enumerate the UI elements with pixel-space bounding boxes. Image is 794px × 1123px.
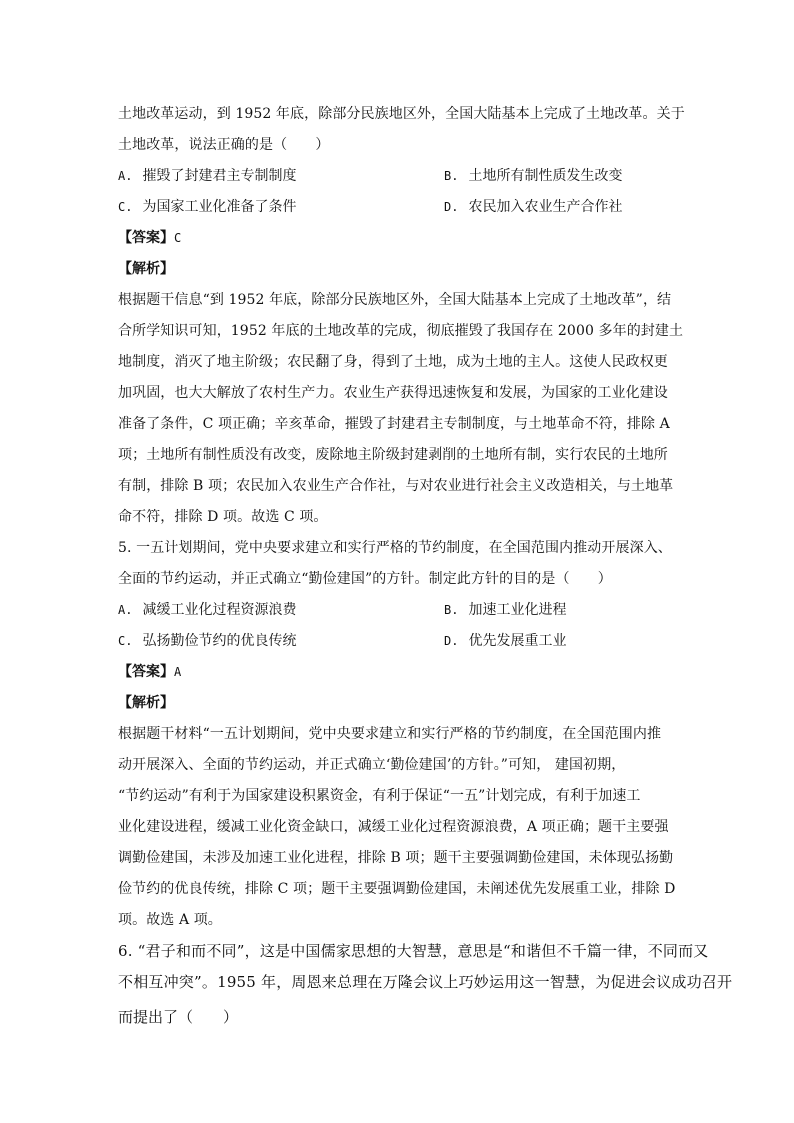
analysis-line: 准备了条件，C 项正确；辛亥革命，摧毁了封建君主专制制度，与土地革命不符，排除 A bbox=[118, 416, 670, 432]
analysis-line: 合所学知识可知，1952 年底的土地改革的完成，彻底摧毁了我国存在 2000 多年的封建土 bbox=[118, 323, 684, 339]
analysis-line: 有制，排除 B 项；农民加入农业生产合作社，与对农业进行社会主义改造相关，与土地革 bbox=[118, 478, 674, 494]
question-4-options-row-2 bbox=[118, 192, 678, 223]
question-stem-line: 全面的节约运动，并正式确立“勤俭建国”的方针。制定此方针的目的是（ ） bbox=[118, 571, 612, 587]
question-5-options-row-2 bbox=[118, 626, 678, 657]
option-letter: C. bbox=[118, 200, 133, 214]
analysis-line: 项；土地所有制性质没有改变，废除地主阶级封建剥削的土地所有制，实行农民的土地所 bbox=[118, 447, 668, 463]
question-stem-line: 而提出了（ ） bbox=[118, 1008, 239, 1026]
question-5-options-row-1 bbox=[118, 595, 678, 626]
option-a[interactable] bbox=[118, 595, 296, 626]
document-content bbox=[118, 99, 733, 1033]
option-c[interactable] bbox=[118, 626, 296, 657]
option-text: 弘扬勤俭节约的优良传统 bbox=[142, 633, 297, 649]
analysis-line: 项。故选 A 项。 bbox=[118, 912, 222, 928]
option-letter: B. bbox=[444, 603, 459, 617]
analysis-line: 根据题干信息“到 1952 年底，除部分民族地区外，全国大陆基本上完成了土地改革”，结 bbox=[118, 292, 672, 308]
analysis-line: 俭节约的优良传统，排除 C 项；题干主要强调勤俭建国，未阐述优先发展重工业，排除 D bbox=[118, 881, 676, 897]
question-4-analysis bbox=[118, 285, 684, 533]
option-letter: C. bbox=[118, 634, 133, 648]
option-text: 为国家工业化准备了条件 bbox=[142, 199, 297, 215]
option-text: 加速工业化进程 bbox=[468, 602, 567, 618]
question-stem-line: 土地改革，说法正确的是（ ） bbox=[118, 137, 330, 153]
question-stem-line: 土地改革运动，到 1952 年底，除部分民族地区外，全国大陆基本上完成了土地改革。关于 bbox=[118, 106, 685, 122]
question-4-answer bbox=[118, 223, 678, 254]
question-5-stem bbox=[118, 533, 678, 595]
question-5-answer bbox=[118, 657, 678, 688]
question-4-stem bbox=[118, 99, 685, 161]
answer-tag: 【答案】 bbox=[118, 230, 174, 246]
question-5-analysis-heading bbox=[118, 688, 678, 719]
analysis-line: 加巩固，也大大解放了农村生产力。农业生产获得迅速恢复和发展，为国家的工业化建设 bbox=[118, 385, 668, 401]
option-letter: B. bbox=[444, 169, 459, 183]
option-text: 优先发展重工业 bbox=[468, 633, 567, 649]
analysis-tag: 【解析】 bbox=[118, 261, 174, 277]
analysis-line: 动开展深入、全面的节约运动，并正式确立‘勤俭建国’的方针。”可知， 建国初期， bbox=[118, 757, 626, 773]
option-b[interactable] bbox=[444, 595, 566, 626]
analysis-line: 业化建设进程，缓减工业化资金缺口，减缓工业化过程资源浪费，A 项正确；题干主要强 bbox=[118, 819, 669, 835]
question-5-analysis bbox=[118, 719, 678, 936]
question-stem-line: 6. “君子和而不同”，这是中国儒家思想的大智慧，意思是“和谐但不千篇一律，不同而又 bbox=[118, 942, 709, 960]
analysis-line: 命不符，排除 D 项。故选 C 项。 bbox=[118, 509, 328, 525]
option-text: 农民加入农业生产合作社 bbox=[468, 199, 623, 215]
analysis-line: 调勤俭建国，未涉及加速工业化进程，排除 B 项；题干主要强调勤俭建国，未体现弘扬勤 bbox=[118, 850, 674, 866]
analysis-line: 地制度，消灭了地主阶级；农民翻了身，得到了土地，成为土地的主人。这使人民政权更 bbox=[118, 354, 668, 370]
option-d[interactable] bbox=[444, 192, 622, 223]
option-a[interactable] bbox=[118, 161, 296, 192]
analysis-line: 根据题干材料“一五计划期间，党中央要求建立和实行严格的节约制度，在全国范围内推 bbox=[118, 726, 662, 742]
option-b[interactable] bbox=[444, 161, 622, 192]
option-text: 减缓工业化过程资源浪费 bbox=[142, 602, 297, 618]
option-letter: D. bbox=[444, 634, 459, 648]
question-stem-line: 不相互冲突”。1955 年，周恩来总理在万隆会议上巧妙运用这一智慧，为促进会议成功召开 bbox=[118, 973, 733, 991]
question-4-options-row-1 bbox=[118, 161, 678, 192]
option-letter: A. bbox=[118, 603, 133, 617]
option-text: 土地所有制性质发生改变 bbox=[468, 168, 623, 184]
answer-value: C bbox=[174, 231, 182, 245]
answer-tag: 【答案】 bbox=[118, 664, 174, 680]
analysis-line: “节约运动”有利于为国家建设积累资金，有利于保证“一五”计划完成，有利于加速工 bbox=[118, 788, 641, 804]
question-4-analysis-heading bbox=[118, 254, 678, 285]
option-text: 摧毁了封建君主专制制度 bbox=[142, 168, 297, 184]
option-d[interactable] bbox=[444, 626, 566, 657]
option-letter: A. bbox=[118, 169, 133, 183]
question-6-stem bbox=[118, 936, 733, 1033]
answer-value: A bbox=[174, 665, 182, 679]
question-stem-line: 5. 一五计划期间，党中央要求建立和实行严格的节约制度，在全国范围内推动开展深入、 bbox=[118, 540, 672, 556]
option-c[interactable] bbox=[118, 192, 296, 223]
analysis-tag: 【解析】 bbox=[118, 695, 174, 711]
option-letter: D. bbox=[444, 200, 459, 214]
